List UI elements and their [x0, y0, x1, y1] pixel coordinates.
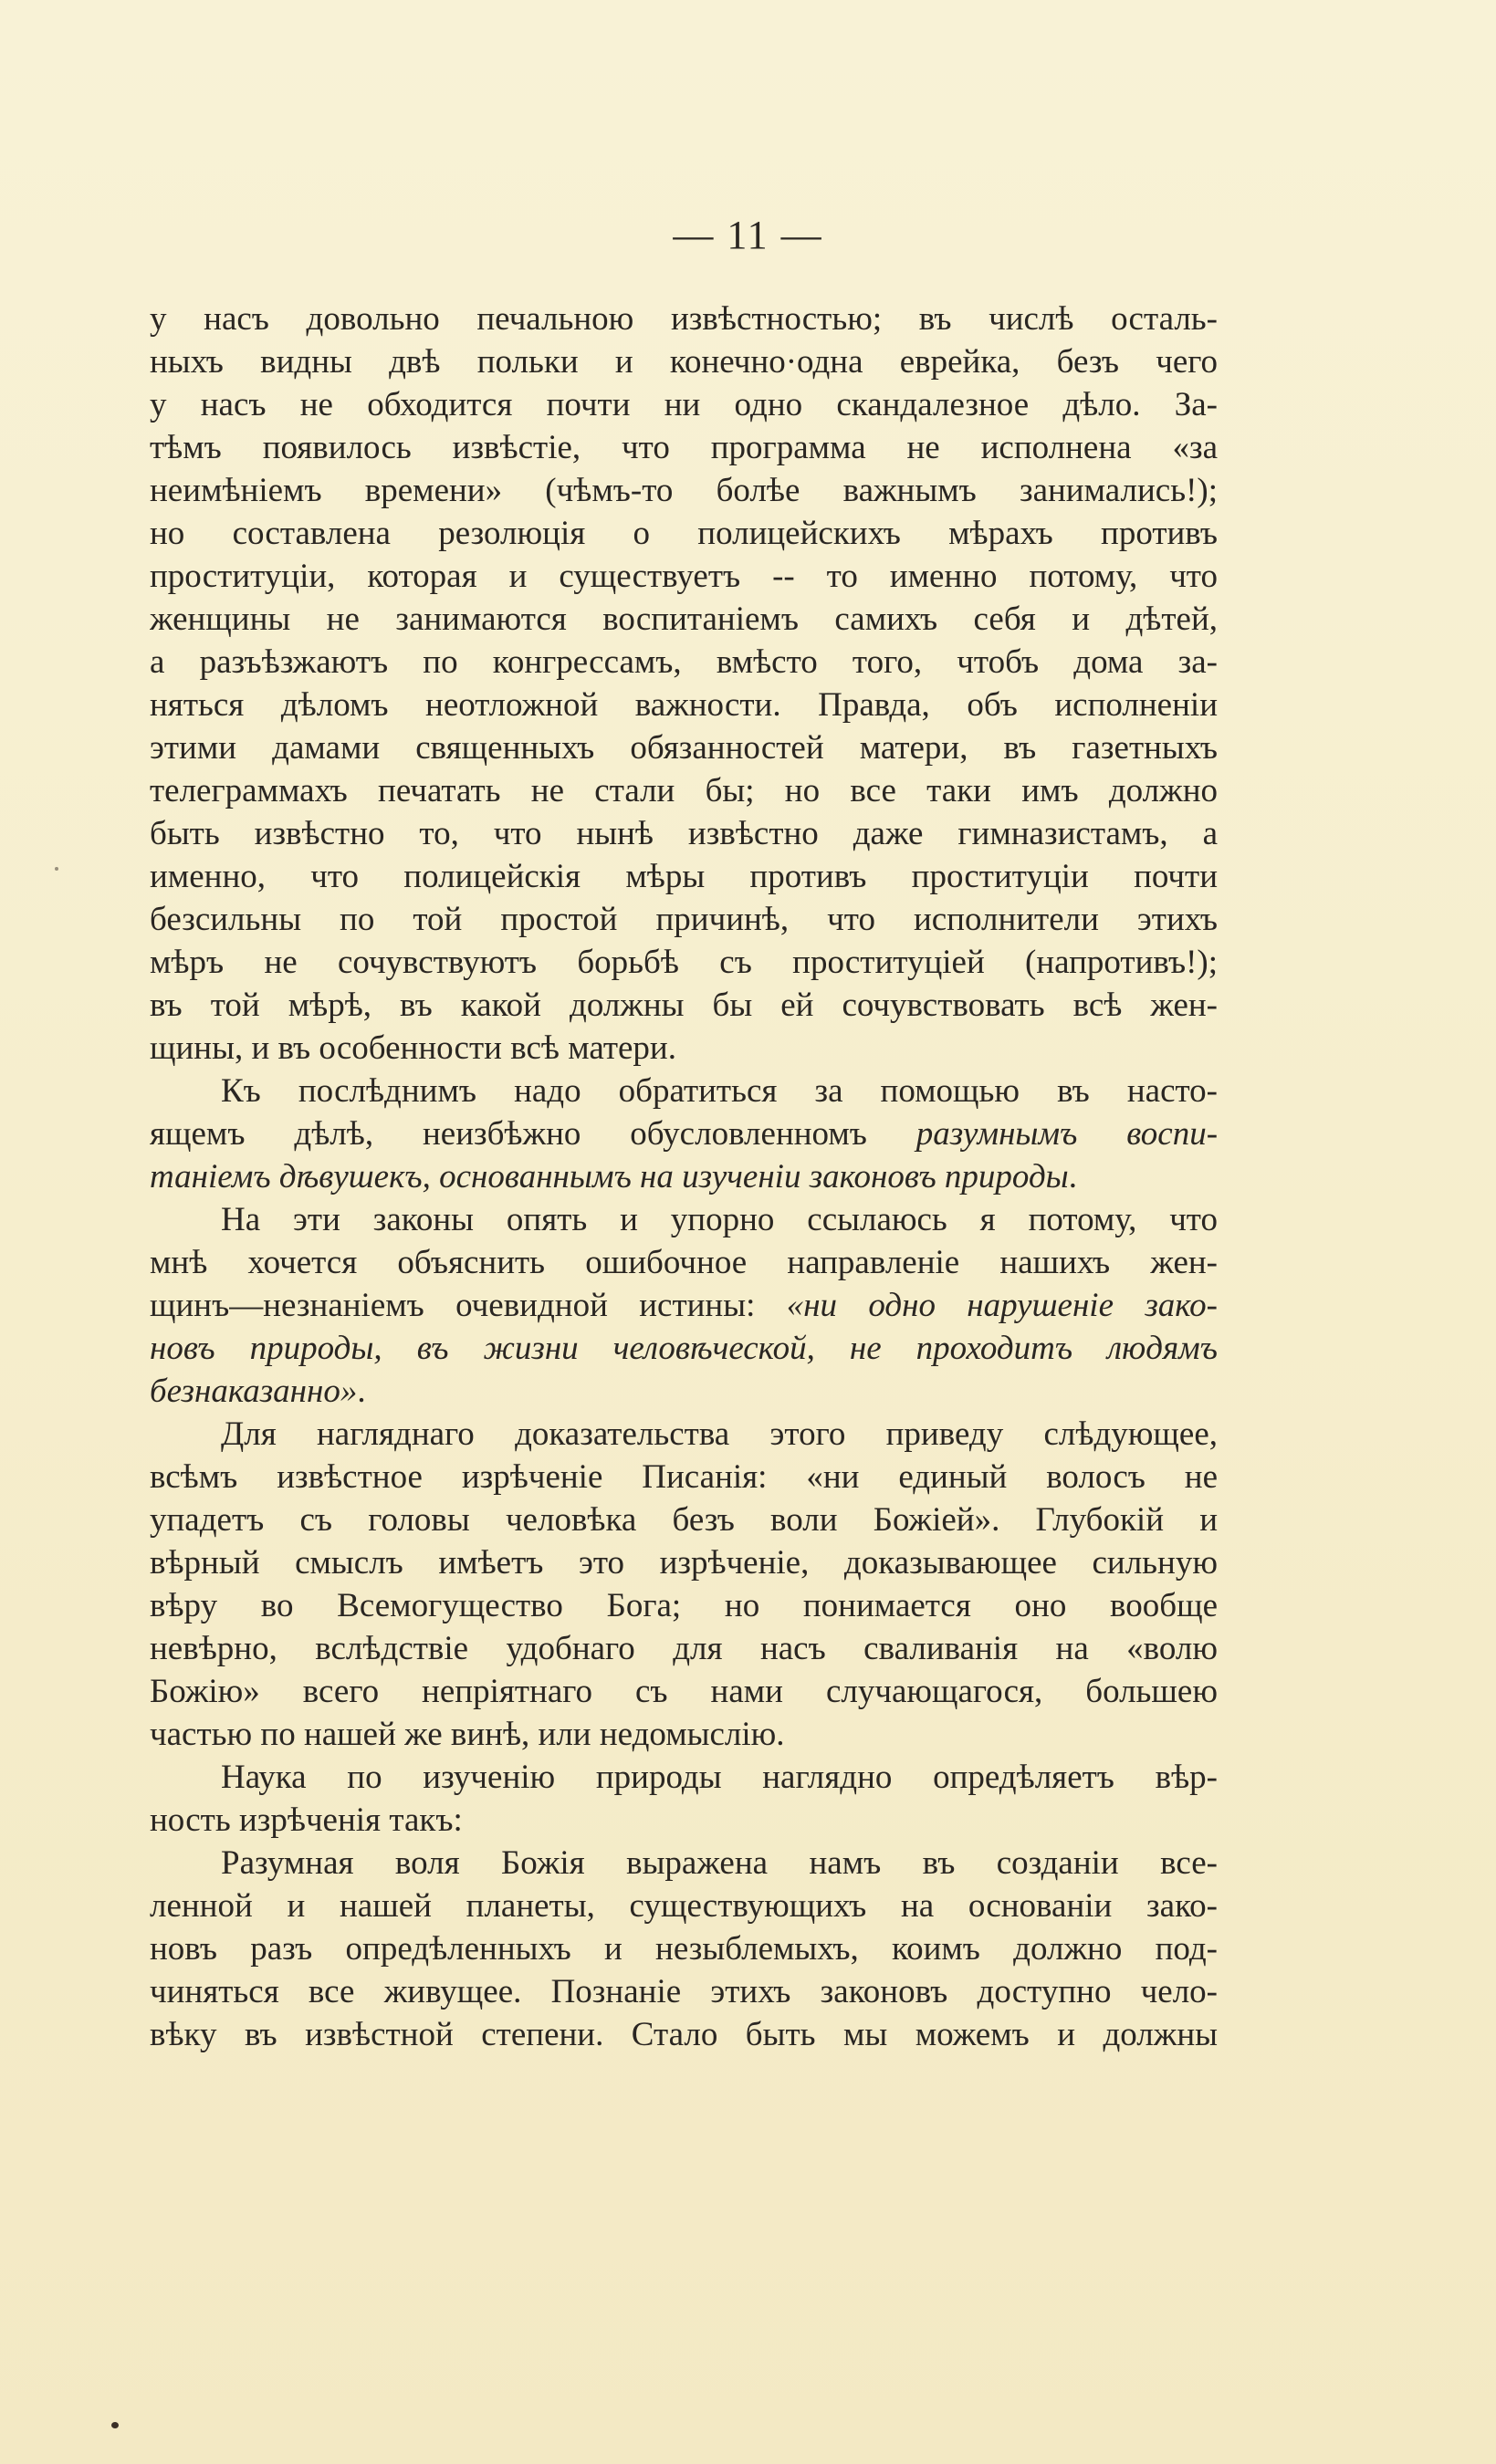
text-line: [150, 1155, 1218, 1198]
text-line: [150, 1498, 1218, 1541]
page-number: — 11 —: [673, 213, 823, 257]
text-segment: щины, и въ особенности всѣ матери.: [150, 1029, 676, 1067]
paragraph-first-line: [150, 1756, 1218, 1799]
text-segment: Для нагляднаго доказательства этого приведу слѣдующее,: [221, 1415, 1218, 1453]
text-segment: телеграммахъ печатать не стали бы; но все таки имъ должно: [150, 772, 1218, 809]
page-speck: [111, 2422, 119, 2428]
text-line: [150, 769, 1218, 812]
paragraph-first-line: [150, 1413, 1218, 1456]
text-segment: Божію» всего непріятнаго съ нами случающагося, большею: [150, 1673, 1218, 1710]
text-segment: ящемъ дѣлѣ, неизбѣжно обусловленномъ: [150, 1115, 916, 1153]
text-line: [150, 340, 1218, 383]
text-line: [150, 1927, 1218, 1970]
text-segment: вѣрный смыслъ имѣетъ это изрѣченіе, доказывающее сильную: [150, 1544, 1218, 1582]
text-line: [150, 726, 1218, 769]
text-segment: вѣку въ извѣстной степени. Стало быть мы можемъ и должны: [150, 2016, 1218, 2053]
paragraph-first-line: [150, 1842, 1218, 1885]
text-line: [150, 1885, 1218, 1927]
text-line: [150, 1541, 1218, 1584]
text-line: [150, 555, 1218, 598]
text-line: [150, 2013, 1218, 2056]
text-line: [150, 941, 1218, 984]
italic-text: «ни одно нарушеніе зако-: [786, 1287, 1218, 1324]
italic-text: разумнымъ воспи-: [915, 1115, 1218, 1153]
text-line: [150, 1670, 1218, 1713]
text-segment: .: [1068, 1158, 1077, 1195]
text-line: [150, 984, 1218, 1027]
text-segment: женщины не занимаются воспитаніемъ самихъ себя и дѣтей,: [150, 600, 1218, 638]
body-text: [150, 298, 1218, 2056]
text-line: [150, 812, 1218, 855]
text-segment: у насъ не обходится почти ни одно скандалезное дѣло. За-: [150, 386, 1218, 423]
text-segment: всѣмъ извѣстное изрѣченіе Писанія: «ни единый волосъ не: [150, 1458, 1218, 1496]
text-segment: мнѣ хочется объяснить ошибочное направленіе нашихъ жен-: [150, 1244, 1218, 1281]
text-segment: чиняться все живущее. Познаніе этихъ законовъ доступно чело-: [150, 1973, 1218, 2010]
text-line: [150, 1327, 1218, 1370]
text-line: [150, 1970, 1218, 2013]
paragraph-first-line: [150, 1070, 1218, 1112]
text-segment: вѣру во Всемогущество Бога; но понимается оно вообще: [150, 1587, 1218, 1624]
text-segment: въ той мѣрѣ, въ какой должны бы ей сочувствовать всѣ жен-: [150, 987, 1218, 1024]
text-segment: неимѣніемъ времени» (чѣмъ-то болѣе важнымъ занимались!);: [150, 472, 1218, 509]
italic-text: безнаказанно»: [150, 1373, 358, 1410]
italic-text: новъ природы, въ жизни человѣческой, не проходитъ людямъ: [150, 1330, 1218, 1367]
text-line: [150, 1370, 1218, 1413]
text-line: [150, 684, 1218, 726]
text-line: [150, 512, 1218, 555]
text-line: [150, 426, 1218, 469]
text-segment: тѣмъ появилось извѣстіе, что программа не исполнена «за: [150, 429, 1218, 466]
text-line: [150, 1456, 1218, 1498]
text-line: [150, 855, 1218, 898]
text-line: [150, 383, 1218, 426]
text-segment: .: [357, 1373, 366, 1410]
paragraph-first-line: [150, 1198, 1218, 1241]
text-segment: проституціи, которая и существуетъ -- то именно потому, что: [150, 558, 1218, 595]
text-segment: именно, что полицейскія мѣры противъ проституціи почти: [150, 858, 1218, 895]
text-line: [150, 1584, 1218, 1627]
text-line: [150, 898, 1218, 941]
text-segment: у насъ довольно печальною извѣстностью; въ числѣ осталь-: [150, 300, 1218, 338]
italic-text: таніемъ дѣвушекъ, основаннымъ на изученіи законовъ природы: [150, 1158, 1069, 1195]
text-segment: щинъ—незнаніемъ очевидной истины:: [150, 1287, 787, 1324]
text-segment: мѣръ не сочувствуютъ борьбѣ съ проституціей (напротивъ!);: [150, 944, 1218, 981]
page-speck: [55, 867, 58, 871]
text-segment: няться дѣломъ неотложной важности. Правда, объ исполненіи: [150, 686, 1218, 724]
text-line: [150, 1027, 1218, 1070]
text-segment: но составлена резолюція о полицейскихъ мѣрахъ противъ: [150, 515, 1218, 552]
text-segment: а разъѣзжаютъ по конгрессамъ, вмѣсто того, чтобъ дома за-: [150, 643, 1218, 681]
text-segment: новъ разъ опредѣленныхъ и незыблемыхъ, коимъ должно под-: [150, 1930, 1218, 1968]
text-segment: ленной и нашей планеты, существующихъ на основаніи зако-: [150, 1887, 1218, 1925]
text-line: [150, 1241, 1218, 1284]
text-line: [150, 469, 1218, 512]
text-segment: безсильны по той простой причинѣ, что исполнители этихъ: [150, 901, 1218, 938]
text-line: [150, 298, 1218, 340]
text-segment: Къ послѣднимъ надо обратиться за помощью въ насто-: [221, 1072, 1218, 1110]
text-line: [150, 598, 1218, 641]
text-segment: ныхъ видны двѣ польки и конечно·одна еврейка, безъ чего: [150, 343, 1218, 381]
text-line: [150, 1799, 1218, 1842]
text-line: [150, 1112, 1218, 1155]
text-segment: Разумная воля Божія выражена намъ въ созданіи все-: [221, 1844, 1218, 1882]
text-segment: невѣрно, вслѣдствіе удобнаго для насъ сваливанія на «волю: [150, 1630, 1218, 1667]
text-line: [150, 1713, 1218, 1756]
text-line: [150, 1284, 1218, 1327]
text-segment: быть извѣстно то, что нынѣ извѣстно даже гимназистамъ, а: [150, 815, 1218, 852]
text-segment: упадетъ съ головы человѣка безъ воли Божіей». Глубокій и: [150, 1501, 1218, 1539]
text-segment: этими дамами священныхъ обязанностей матери, въ газетныхъ: [150, 729, 1218, 767]
text-segment: частью по нашей же винѣ, или недомыслію.: [150, 1716, 785, 1753]
text-line: [150, 1627, 1218, 1670]
text-segment: На эти законы опять и упорно ссылаюсь я потому, что: [221, 1201, 1218, 1238]
text-segment: Наука по изученію природы наглядно опредѣляетъ вѣр-: [221, 1759, 1218, 1796]
text-line: [150, 641, 1218, 684]
text-segment: ность изрѣченія такъ:: [150, 1801, 463, 1839]
